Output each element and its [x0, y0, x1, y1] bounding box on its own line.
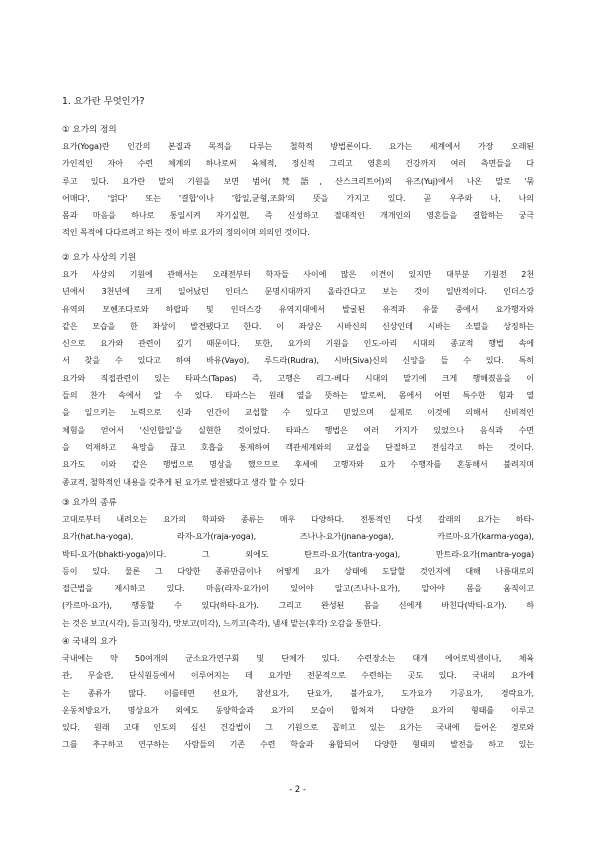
body-line: 같은 모습을 한 좌상이 발견됐다고 한다. 이 좌상은 시바신의 신상인데 시바는 소멸을 상징하는: [62, 320, 534, 331]
page-number: - 2 -: [289, 784, 306, 794]
section-heading: ③ 요가의 종류: [62, 498, 117, 508]
section-types: [62, 497, 534, 632]
body-line: 요가도 이와 같은 행법으로 명상을 했으므로 후세에 고행자와 요가 수행자를 혼동해서 불려지며: [62, 459, 534, 470]
body-line: 가인적인 자아 수련 체계의 하나로써 육체적, 정신적 그리고 영혼의 건강까지 여러 측면들을 다: [62, 158, 534, 169]
body-line: 요가 사상의 기원에 관해서는 오래전부터 학자들 사이에 많은 이견이 있지만 대부분 기원전 2천: [62, 269, 534, 279]
body-line: 운동처방요가, 명상요가 외에도 동양학술과 요가의 모습이 합쳐져 다양한 요가의 형태를 이루고: [62, 704, 534, 715]
body-line: 을 억제하고 욕망을 끊고 호흡을 통제하여 객관세계와의 교섭을 단절하고 전심각고 하는 것이다.: [62, 441, 534, 452]
body-line: 루고 있다. 요가란 말의 기원을 보면 범어(梵語, 산스크리트어)의 유즈(Yuj)에서 나온 말로 '묶: [62, 175, 534, 186]
body-line: 그를 추구하고 연구하는 사람들의 기존 수련 학술과 융합되어 다양한 형태의 발전을 하고 있는: [62, 739, 534, 750]
section-origin: [62, 252, 534, 491]
section-body: [62, 138, 534, 242]
body-line: 고대로부터 내려오는 요가의 학파와 종류는 매우 다양하다. 전통적인 다섯 갈래의 요가는 하타-: [62, 514, 534, 524]
body-line: 적인 목적에 다다르려고 하는 것이 바로 요가의 정의이며 의의인 것이다.: [62, 227, 310, 238]
body-line: 년에서 3천년에 크게 일어났던 인더스 문명시대까지 올라간다고 보는 것이 일반적이다. 인더스강: [62, 286, 534, 297]
body-line: 체험을 얻어서 '신인합일'을 실현한 것이었다. 타파스 행법은 여러 가지가 있었으나 음식과 수면: [62, 424, 534, 435]
section-heading: ④ 국내의 요가: [62, 637, 117, 647]
body-line: 을 일으키는 노력으로 신과 인간이 교섭할 수 있다고 믿었으며 실제로 이것에 의해서 신비적인: [62, 407, 534, 418]
body-line: 들의 찬가 속에서 알 수 있다. 타파스는 원래 열을 뜻하는 말로써, 몸에서 어떤 특수한 힘과 열: [62, 390, 534, 401]
body-line: 요가(Yoga)란 인간의 본질과 목적을 다루는 철학적 방법론이다. 요가는 세계에서 가장 오래된: [62, 141, 534, 151]
section-korea: [62, 636, 534, 754]
body-line: 등이 있다. 물론 그 다양한 종류만큼이나 어떻게 요가 상태에 도달할 것인지에 대해 나름대로의: [62, 565, 534, 576]
body-line: 박티-요가(bhakti-yoga)이다. 그 외에도 탄트라-요가(tantra-yoga), 만트라-요가(mantra-yoga): [62, 548, 534, 559]
section-body: [62, 511, 534, 632]
body-line: (카르마-요가), 행동할 수 있다(하타-요가). 그리고 완성된 몸을 신에게 바친다(박티-요가). 하: [62, 600, 534, 611]
body-line: 관, 무술관, 단식원등에서 이루어지는 데 요가만 전문적으로 수련하는 곳도 있다. 국내의 요가에: [62, 670, 534, 681]
section-body: [62, 266, 534, 491]
body-line: 신으로 요가와 관련이 깊기 때문이다. 또한, 요가의 기원을 인도-아리 시대의 종교적 행법 속에: [62, 338, 534, 349]
body-line: 어매다', '얽다' 또는 '결합'이나 '합일,균형,조화'의 뜻을 가지고 있다. 곧 우주와 나, 나의: [62, 192, 534, 203]
body-line: 는 것은 보고(시각), 듣고(청각), 맛보고(미각), 느끼고(촉각), 냄새 맡는(후각) 오감을 통한다.: [62, 617, 381, 628]
body-line: 종교적, 철학적인 내용을 갖추게 된 요가로 발전됐다고 생각 할 수 있다: [62, 476, 305, 487]
section-heading: ② 요가 사상의 기원: [62, 253, 137, 263]
body-line: 요가와 직접관련이 있는 타파스(Tapas) 즉, 고행은 리그-베다 시대의 말기에 크게 행해졌음을 이: [62, 372, 534, 383]
section-heading: ① 요가의 정의: [62, 125, 117, 135]
body-line: 요가(hat.ha-yoga), 라자-요가(raja-yoga), 즈나나-요가(jnana-yoga), 카르마-요가(karma-yoga),: [62, 531, 534, 542]
body-line: 국내에는 약 50여개의 군소요가연구회 및 단체가 있다. 수련장소는 대개 에어로빅센이나, 체육: [62, 653, 534, 663]
section-body: [62, 650, 534, 754]
section-definition: [62, 124, 534, 242]
body-line: 유역의 모헨조다로와 하랍파 및 인더스강 유역지대에서 발굴된 유적과 유물 중에서 요가행자와: [62, 303, 534, 314]
body-line: 있다. 원래 고대 인도의 심신 건강법이 그 기원으로 꼽히고 있는 요가는 국내에 들어온 경로와: [62, 722, 534, 733]
body-line: 서 찾을 수 있다고 하여 바유(Vayo), 루드라(Rudra), 시바(Siva)신의 신앙을 들 수 있다. 특히: [62, 355, 534, 366]
body-line: 몸과 마음을 하나로 통일시켜 자기실현, 즉 신성하고 절대적인 개개인의 영혼들을 결합하는 궁극: [62, 210, 534, 221]
body-line: 는 종류가 많다. 이를테면 선요가, 참선요가, 단요가, 불가요가, 도가요가 기공요가, 경락요가,: [62, 687, 534, 698]
page-title: 1. 요가란 무엇인가?: [62, 96, 145, 107]
body-line: 접근법을 제시하고 있다. 마음(라자-요가)이 있어야 알고(즈나나-요가), 알아야 몸을 움직이고: [62, 583, 534, 594]
